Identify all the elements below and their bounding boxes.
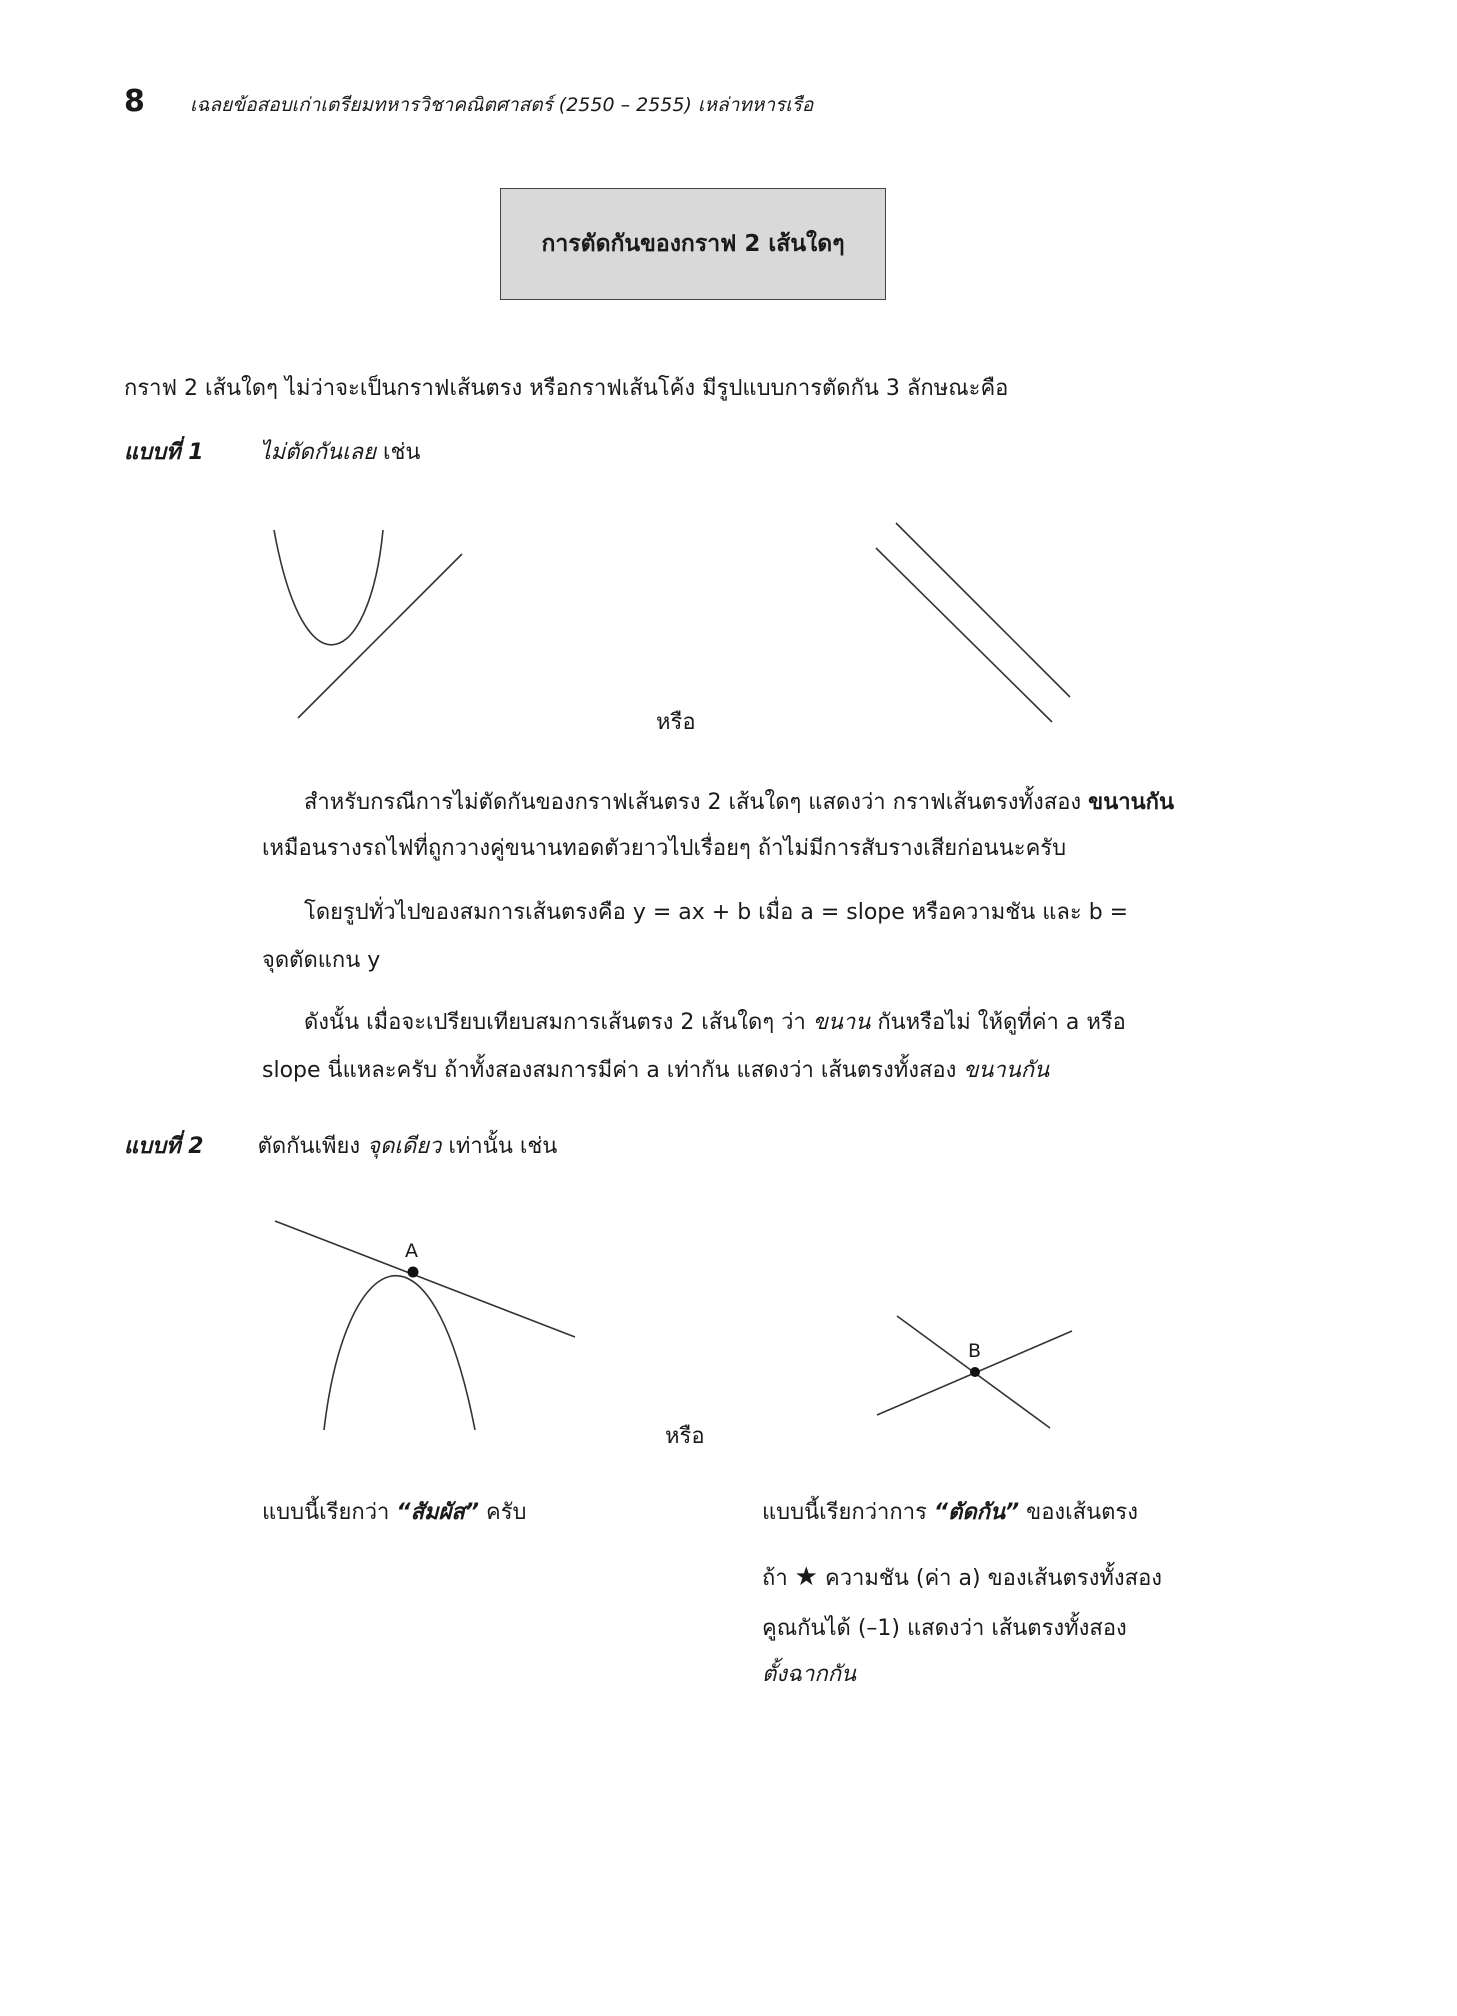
- page-number: 8: [124, 84, 145, 119]
- caption-tangent: [262, 1494, 527, 1529]
- type2-tangent-line: [275, 1221, 575, 1337]
- type1-para1-text: สำหรับกรณีการไม่ตัดกันของกราฟเส้นตรง 2 เส้นใดๆ แสดงว่า กราฟเส้นตรงทั้งสอง: [304, 790, 1089, 815]
- type1-parallel-line-1: [896, 523, 1070, 697]
- caption-tangent-term: “สัมผัส”: [396, 1500, 479, 1525]
- type2-text-a: ตัดกันเพียง: [257, 1134, 368, 1159]
- star-icon: ★: [794, 1562, 818, 1592]
- type1-name: ไม่ตัดกันเลย: [259, 440, 376, 465]
- caption-intersect-a: แบบนี้เรียกว่าการ: [762, 1500, 934, 1525]
- intro-text: กราฟ 2 เส้นใดๆ ไม่ว่าจะเป็นกราฟเส้นตรง หรือกราฟเส้นโค้ง มีรูปแบบการตัดกัน 3 ลักษณะคือ: [124, 376, 1009, 401]
- point-a-label: A: [405, 1240, 418, 1262]
- type2-label: แบบที่ 2: [124, 1134, 204, 1159]
- type1-para1-line2: เหมือนรางรถไฟที่ถูกวางคู่ขนานทอดตัวยาวไปเรื่อยๆ ถ้าไม่มีการสับรางเสียก่อนนะครับ: [262, 836, 1067, 861]
- running-title: เฉลยข้อสอบเก่าเตรียมทหารวิชาคณิตศาสตร์ (2550 – 2555) เหล่าทหารเรือ: [190, 94, 814, 116]
- type2-text-c: เท่านั้น เช่น: [441, 1134, 558, 1159]
- type2-single-point: จุดเดียว: [367, 1134, 442, 1159]
- point-a-dot: [408, 1267, 419, 1278]
- caption-intersect-c: ของเส้นตรง: [1019, 1500, 1138, 1525]
- type1-parabola: [274, 530, 383, 645]
- type1-para3-line2: [262, 1052, 1049, 1087]
- type1-para3-text-c: กันหรือไม่ ให้ดูที่ค่า a หรือ: [870, 1010, 1126, 1035]
- caption-tangent-a: แบบนี้เรียกว่า: [262, 1500, 397, 1525]
- type1-or-label: หรือ: [656, 710, 696, 735]
- type2-heading: [124, 1128, 557, 1163]
- note-text: ความชัน (ค่า a) ของเส้นตรงทั้งสอง: [817, 1566, 1163, 1591]
- type1-para3-line1: [304, 1004, 1126, 1039]
- section-title: การตัดกันของกราฟ 2 เส้นใดๆ: [541, 231, 845, 257]
- type1-para2-line1: โดยรูปทั่วไปของสมการเส้นตรงคือ y = ax + b เมื่อ a = slope หรือความชัน และ b =: [304, 900, 1129, 925]
- type1-suffix: เช่น: [375, 440, 421, 465]
- note-line3: ตั้งฉากกัน: [762, 1662, 857, 1687]
- point-b-label: B: [968, 1340, 982, 1362]
- type1-para1-line1: [304, 784, 1174, 819]
- type1-line: [298, 554, 462, 718]
- type2-parabola: [324, 1276, 475, 1430]
- type1-parallel-term: ขนานกัน: [1088, 790, 1175, 815]
- note-line1: [762, 1560, 1162, 1595]
- caption-intersect-term: “ตัดกัน”: [933, 1500, 1020, 1525]
- type1-para2-line2: จุดตัดแกน y: [262, 948, 381, 973]
- type2-or-label: หรือ: [665, 1424, 705, 1449]
- type1-parallel-line-2: [876, 548, 1052, 722]
- type1-para3-text-d: slope นี่แหละครับ ถ้าทั้งสองสมการมีค่า a เท่ากัน แสดงว่า เส้นตรงทั้งสอง: [262, 1058, 964, 1083]
- caption-intersect: [762, 1494, 1138, 1529]
- type1-label: แบบที่ 1: [124, 440, 204, 465]
- type1-para3-parallel-2: ขนานกัน: [963, 1058, 1050, 1083]
- type1-para3-text-a: ดังนั้น เมื่อจะเปรียบเทียบสมการเส้นตรง 2 เส้นใดๆ ว่า: [304, 1010, 813, 1035]
- point-b-dot: [970, 1367, 980, 1377]
- type1-para3-parallel: ขนาน: [812, 1010, 871, 1035]
- note-prefix: ถ้า: [762, 1566, 795, 1591]
- note-line2: คูณกันได้ (–1) แสดงว่า เส้นตรงทั้งสอง: [762, 1616, 1127, 1641]
- caption-tangent-c: ครับ: [479, 1500, 527, 1525]
